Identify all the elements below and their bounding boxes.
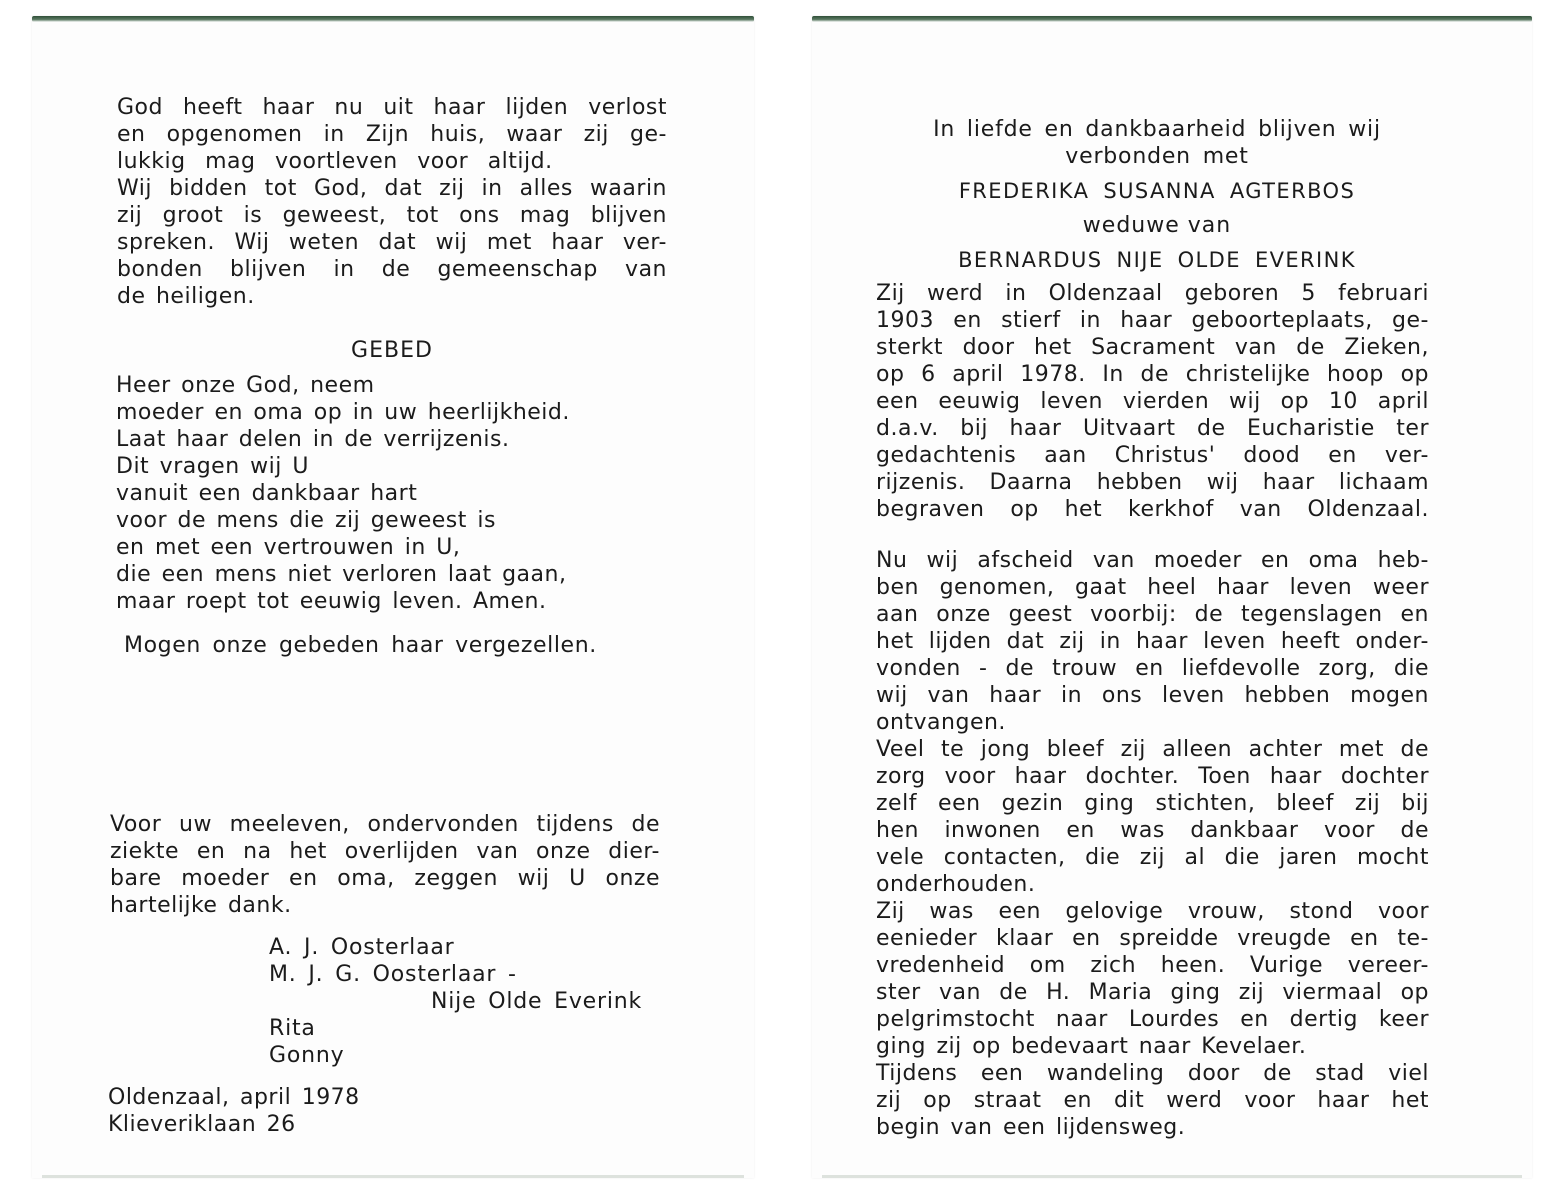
text-line: hartelijke dank. <box>110 893 292 918</box>
intro-paragraph <box>117 94 667 310</box>
text-line: Tijdens een wandeling door de stad viel <box>876 1061 1429 1086</box>
memories-text <box>876 547 1429 1141</box>
card-bottom-edge <box>822 1175 1522 1178</box>
text-line: wij van haar in ons leven hebben mogen <box>876 683 1429 708</box>
left-card <box>32 16 754 1178</box>
text-line: op 6 april 1978. In de christelijke hoop op <box>876 362 1429 387</box>
text-line: Wij bidden tot God, dat zij in alles waarin <box>117 176 667 201</box>
text-line: God heeft haar nu uit haar lijden verlost <box>117 95 667 120</box>
text-line: aan onze geest voorbij: de tegenslagen en <box>876 602 1429 627</box>
spouse-name: BERNARDUS NIJE OLDE EVERINK <box>958 248 1356 272</box>
text-line: vredenheid om zich heen. Vurige vereer- <box>876 953 1429 978</box>
text-line: vele contacten, die zij al die jaren mocht <box>876 845 1429 870</box>
heading-line: verbonden met <box>1065 144 1249 169</box>
text-line: zelf een gezin ging stichten, bleef zij bij <box>876 791 1429 816</box>
text-line: sterkt door het Sacrament van de Zieken, <box>876 335 1429 360</box>
card-top-edge <box>32 16 754 22</box>
card-top-edge <box>812 16 1532 22</box>
signature-name: M. J. G. Oosterlaar - <box>269 962 517 987</box>
text-line: hen inwonen en was dankbaar voor de <box>876 818 1429 843</box>
text-line: bonden blijven in de gemeenschap van <box>117 257 667 282</box>
text-line: een eeuwig leven vierden wij op 10 april <box>876 389 1429 414</box>
right-card <box>812 16 1532 1178</box>
text-line: ontvangen. <box>876 710 1006 735</box>
prayer-line: maar roept tot eeuwig leven. Amen. <box>116 589 547 614</box>
text-line: rijzenis. Daarna hebben wij haar lichaam <box>876 470 1429 495</box>
closing-line: Mogen onze gebeden haar vergezellen. <box>124 633 597 658</box>
text-line: zorg voor haar dochter. Toen haar dochter <box>876 764 1429 789</box>
text-line: Voor uw meeleven, ondervonden tijdens de <box>110 812 660 837</box>
address: Klieveriklaan 26 <box>108 1112 296 1137</box>
text-line: bare moeder en oma, zeggen wij U onze <box>110 866 660 891</box>
signature-list <box>269 934 664 1069</box>
text-line: Nu wij afscheid van moeder en oma heb- <box>876 548 1429 573</box>
card-bottom-edge <box>42 1175 744 1178</box>
text-line: vonden - de trouw en liefdevolle zorg, die <box>876 656 1429 681</box>
text-line: pelgrimstocht naar Lourdes en dertig keer <box>876 1007 1429 1032</box>
prayer-line: die een mens niet verloren laat gaan, <box>116 562 567 587</box>
memories-paragraph <box>876 1060 1429 1141</box>
text-line: 1903 en stierf in haar geboorteplaats, ge- <box>876 308 1429 333</box>
memories-paragraph <box>876 898 1429 1060</box>
signature-name: Nije Olde Everink <box>431 989 643 1014</box>
memories-paragraph <box>876 547 1429 736</box>
prayer-line: vanuit een dankbaar hart <box>116 481 418 506</box>
text-line: en opgenomen in Zijn huis, waar zij ge- <box>117 122 667 147</box>
prayer-line: en met een vertrouwen in U, <box>116 535 461 560</box>
text-line: Zij werd in Oldenzaal geboren 5 februari <box>876 281 1429 306</box>
text-line: ben genomen, gaat heel haar leven weer <box>876 575 1429 600</box>
prayer-line: moeder en oma op in uw heerlijkheid. <box>116 400 570 425</box>
prayer-line: Heer onze God, neem <box>116 373 375 398</box>
text-line: d.a.v. bij haar Uitvaart de Eucharistie ter <box>876 416 1429 441</box>
widow-of-label: weduwe van <box>1082 213 1232 238</box>
thanks-paragraph <box>110 811 660 919</box>
signature-name: Rita <box>269 1016 316 1041</box>
biography-paragraph <box>876 280 1429 523</box>
text-line: de heiligen. <box>117 284 255 309</box>
text-line: begraven op het kerkhof van Oldenzaal. <box>876 497 1429 522</box>
prayer-line: Laat haar delen in de verrijzenis. <box>116 427 510 452</box>
place-and-address <box>108 1084 360 1138</box>
text-line: ging zij op bedevaart naar Kevelaer. <box>876 1034 1307 1059</box>
signature-name: Gonny <box>269 1043 345 1068</box>
text-line: zij op straat en dit werd voor haar het <box>876 1088 1429 1113</box>
text-line: onderhouden. <box>876 872 1036 897</box>
memories-paragraph <box>876 736 1429 898</box>
deceased-name: FREDERIKA SUSANNA AGTERBOS <box>958 179 1356 203</box>
place-date: Oldenzaal, april 1978 <box>108 1085 360 1110</box>
prayer-text <box>116 372 676 615</box>
text-line: eenieder klaar en spreidde vreugde en te- <box>876 926 1429 951</box>
text-line: begin van een lijdensweg. <box>876 1115 1186 1140</box>
prayer-line: Dit vragen wij U <box>116 454 309 479</box>
text-line: gedachtenis aan Christus' dood en ver- <box>876 443 1429 468</box>
text-line: lukkig mag voortleven voor altijd. <box>117 149 553 174</box>
prayer-title: GEBED <box>351 338 433 363</box>
heading <box>902 116 1412 170</box>
prayer-line: voor de mens die zij geweest is <box>116 508 496 533</box>
text-line: het lijden dat zij in haar leven heeft onder- <box>876 629 1429 654</box>
text-line: ster van de H. Maria ging zij viermaal op <box>876 980 1429 1005</box>
signature-name: A. J. Oosterlaar <box>269 935 455 960</box>
text-line: Veel te jong bleef zij alleen achter met de <box>876 737 1429 762</box>
text-line: Zij was een gelovige vrouw, stond voor <box>876 899 1429 924</box>
heading-line: In liefde en dankbaarheid blijven wij <box>933 117 1381 142</box>
text-line: ziekte en na het overlijden van onze dier- <box>110 839 660 864</box>
text-line: spreken. Wij weten dat wij met haar ver- <box>117 230 667 255</box>
text-line: zij groot is geweest, tot ons mag blijven <box>117 203 667 228</box>
